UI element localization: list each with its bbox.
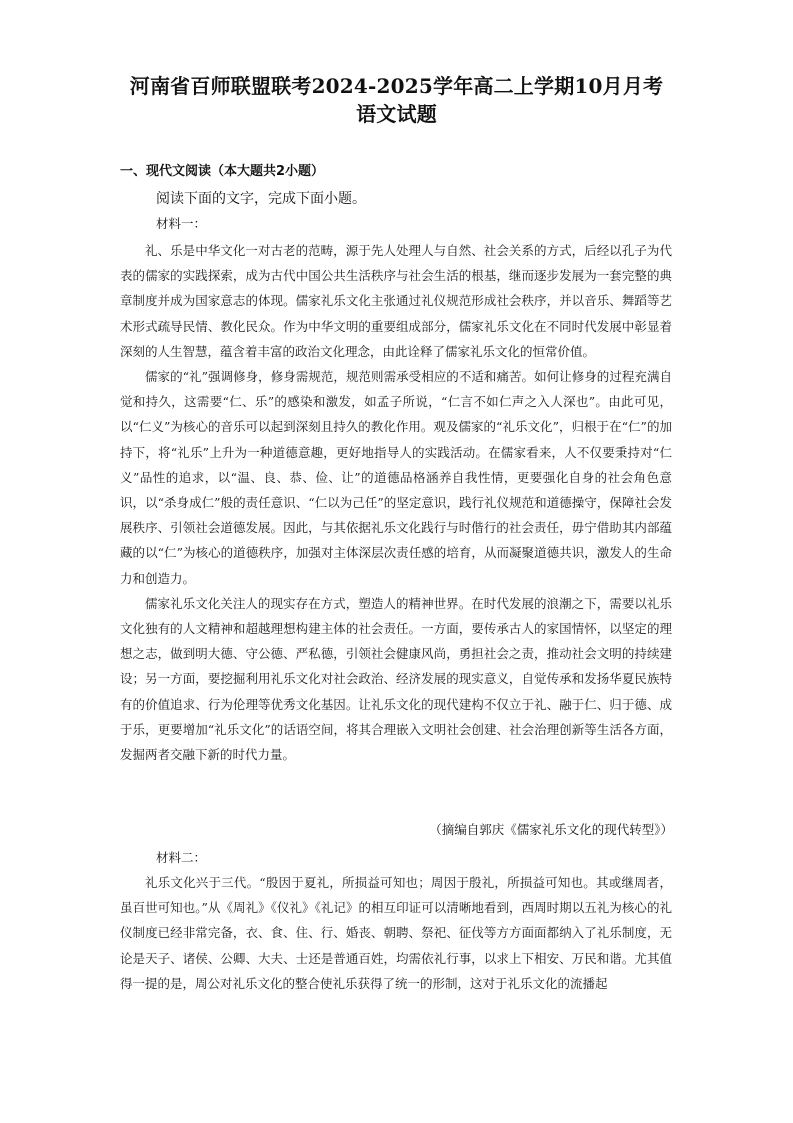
reading-instruction: 阅读下面的文字，完成下面小题。 bbox=[156, 191, 366, 207]
paragraph: 儒家的“礼”强调修身，修身需规范，规范则需承受相应的不适和痛苦。如何让修身的过程充满自觉和持久，这需要“仁、乐”的感染和激发，如孟子所说，“仁言不如仁声之入人深也”。由此可见，以“仁义”为核心的音乐可以起到深刻且持久的教化作用。观及儒家的“礼乐文化”，归根于在“仁”的加持下，将“礼乐”上升为一种道德意趣，更好地指导人的实践活动。在儒家看来，人不仅要秉持对“仁义”品性的追求，以“温、良、恭、俭、让”的道德品格涵养自我性情，更要强化自身的社会角色意识，以“杀身成仁”般的责任意识、“仁以为己任”的坚定意识，践行礼仪规范和道德操守，保障社会发展秩序、引领社会道德发展。因此，与其依据礼乐文化践行与时偕行的社会责任，毋宁借助其内部蕴藏的以“仁”为核心的道德秩序，加强对主体深层次责任感的培育，从而凝聚道德共识，激发人的生命力和创造力。 bbox=[120, 369, 672, 586]
material2-body bbox=[120, 870, 672, 996]
material1-source: （摘编自郭庆《儒家礼乐文化的现代转型》） bbox=[429, 822, 673, 837]
material1-body bbox=[120, 238, 672, 767]
section-heading: 一、现代文阅读（本大题共2小题） bbox=[120, 164, 325, 179]
document-title-line2: 语文试题 bbox=[356, 102, 437, 126]
material2-label: 材料二： bbox=[156, 850, 207, 865]
paragraph: 儒家礼乐文化关注人的现实存在方式，塑造人的精神世界。在时代发展的浪潮之下，需要以礼乐文化独有的人文精神和超越理想构建主体的社会责任。一方面，要传承古人的家国情怀，以坚定的理想之志，做到明大德、守公德、严私德，引领社会健康风尚，勇担社会之责，推动社会文明的持续建设；另一方面，要挖掘利用礼乐文化对社会政治、经济发展的现实意义，自觉传承和发扬华夏民族特有的价值追求、行为伦理等优秀文化基因。让礼乐文化的现代建构不仅立于礼、融于仁、归于德、成于乐，更要增加“礼乐文化”的话语空间，将其合理嵌入文明社会创建、社会治理创新等生活各方面，发掘两者交融下新的时代力量。 bbox=[120, 595, 672, 763]
paragraph: 礼乐文化兴于三代。“殷因于夏礼，所损益可知也；周因于殷礼，所损益可知也。其或继周者，虽百世可知也。”从《周礼》《仪礼》《礼记》的相互印证可以清晰地看到，西周时期以五礼为核心的礼仪制度已经非常完备，衣、食、住、行、婚丧、朝聘、祭祀、征伐等方方面面都纳入了礼乐制度，无论是天子、诸侯、公卿、大夫、士还是普通百姓，均需依礼行事，以求上下相安、万民和谐。尤其值得一提的是，周公对礼乐文化的整合使礼乐获得了统一的形制，这对于礼乐文化的流播起 bbox=[120, 875, 672, 991]
material1-label: 材料一： bbox=[156, 216, 207, 231]
paragraph: 礼、乐是中华文化一对古老的范畴，源于先人处理人与自然、社会关系的方式，后经以孔子为代表的儒家的实践探索，成为古代中国公共生活秩序与社会生活的根基，继而逐步发展为一套完整的典章制度并成为国家意志的体现。儒家礼乐文化主张通过礼仪规范形成社会秩序，并以音乐、舞蹈等艺术形式疏导民情、教化民众。作为中华文明的重要组成部分，儒家礼乐文化在不同时代发展中彰显着深刻的人生智慧，蕴含着丰富的政治文化理念，由此诠释了儒家礼乐文化的恒常价值。 bbox=[120, 243, 672, 359]
document-title-line1: 河南省百师联盟联考2024-2025学年高二上学期10月月考 bbox=[129, 74, 664, 98]
